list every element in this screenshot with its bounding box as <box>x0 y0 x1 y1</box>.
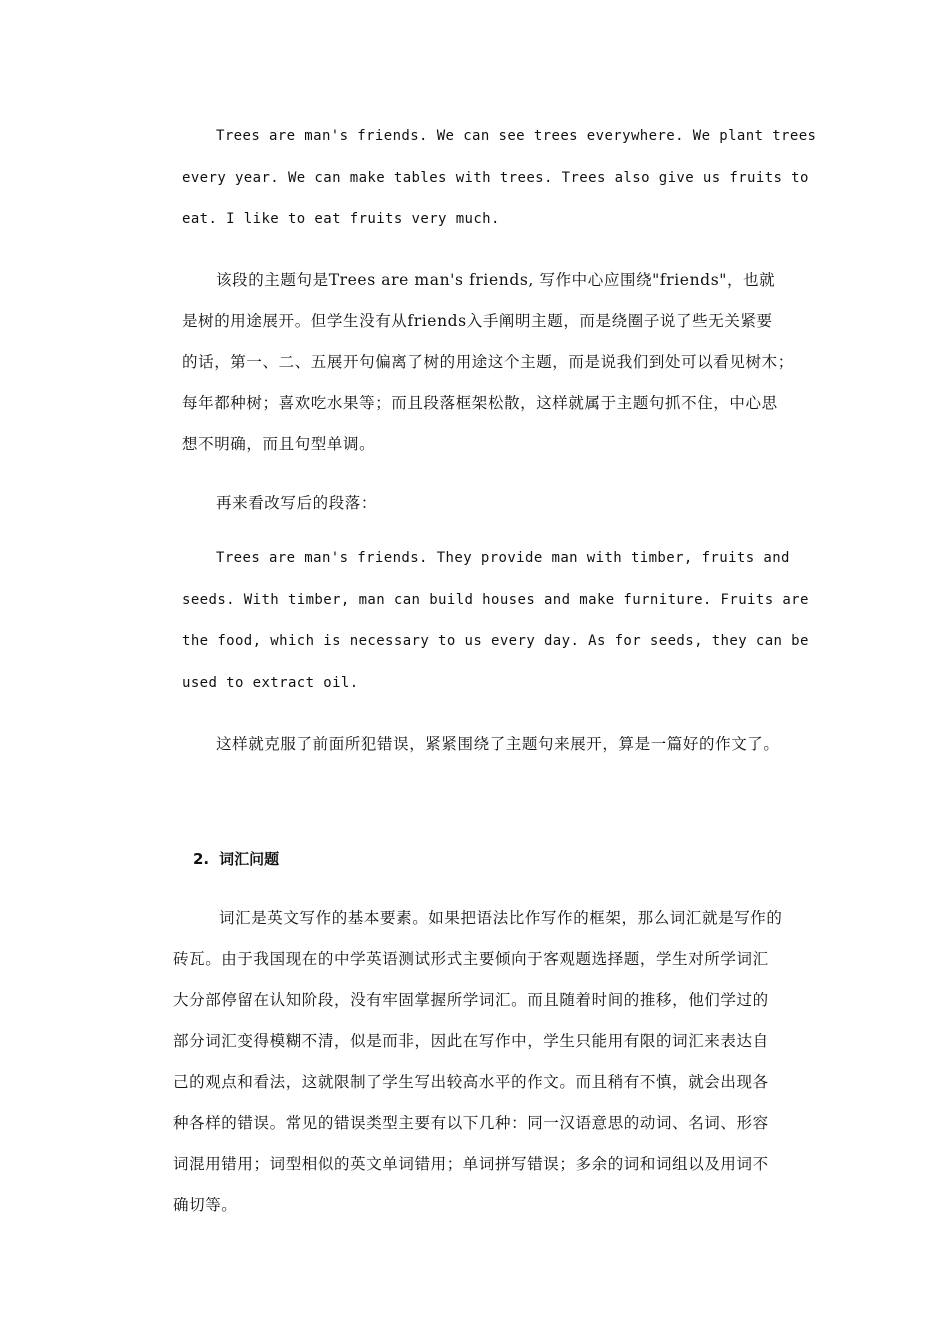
text-line: Trees are man's friends. They provide man with timber, fruits and <box>216 550 790 566</box>
text-line: 想不明确，而且句型单调。 <box>182 435 376 453</box>
text-line: 该段的主题句是Trees are man's friends, 写作中心应围绕"friends"，也就 <box>216 271 776 289</box>
text-line: 词混用错用；词型相似的英文单词错用；单词拼写错误；多余的词和词组以及用词不 <box>173 1155 769 1173</box>
text-line: 大分部停留在认知阶段，没有牢固掌握所学词汇。而且随着时间的推移，他们学过的 <box>173 991 769 1009</box>
text-line: 种各样的错误。常见的错误类型主要有以下几种：同一汉语意思的动词、名词、形容 <box>173 1114 769 1132</box>
text-line: seeds. With timber, man can build houses and make furniture. Fruits are <box>182 592 809 608</box>
section-title: 词汇问题 <box>219 850 280 868</box>
text-line: the food, which is necessary to us every day. As for seeds, they can be <box>182 633 809 649</box>
text-line: 确切等。 <box>173 1196 238 1214</box>
section-heading <box>193 848 279 869</box>
text-line: 砖瓦。由于我国现在的中学英语测试形式主要倾向于客观题选择题，学生对所学词汇 <box>173 950 769 968</box>
text-line: used to extract oil. <box>182 675 359 691</box>
text-line: 这样就克服了前面所犯错误，紧紧围绕了主题句来展开，算是一篇好的作文了。 <box>216 735 780 753</box>
text-line: 己的观点和看法，这就限制了学生写出较高水平的作文。而且稍有不慎，就会出现各 <box>173 1073 769 1091</box>
text-line: Trees are man's friends. We can see trees everywhere. We plant trees <box>216 128 817 144</box>
text-line: 部分词汇变得模糊不清，似是而非，因此在写作中，学生只能用有限的词汇来表达自 <box>173 1032 769 1050</box>
text-line: 词汇是英文写作的基本要素。如果把语法比作写作的框架，那么词汇就是写作的 <box>219 909 783 927</box>
text-line: eat. I like to eat fruits very much. <box>182 211 500 227</box>
text-line: 的话，第一、二、五展开句偏离了树的用途这个主题，而是说我们到处可以看见树木； <box>182 353 794 371</box>
text-line: 是树的用途展开。但学生没有从friends入手阐明主题，而是绕圈子说了些无关紧要 <box>182 312 773 330</box>
text-line: 再来看改写后的段落： <box>216 494 378 512</box>
text-line: every year. We can make tables with trees. Trees also give us fruits to <box>182 170 809 186</box>
text-line: 每年都种树；喜欢吃水果等；而且段落框架松散，这样就属于主题句抓不住，中心思 <box>182 394 778 412</box>
section-number: 2. <box>193 850 210 868</box>
